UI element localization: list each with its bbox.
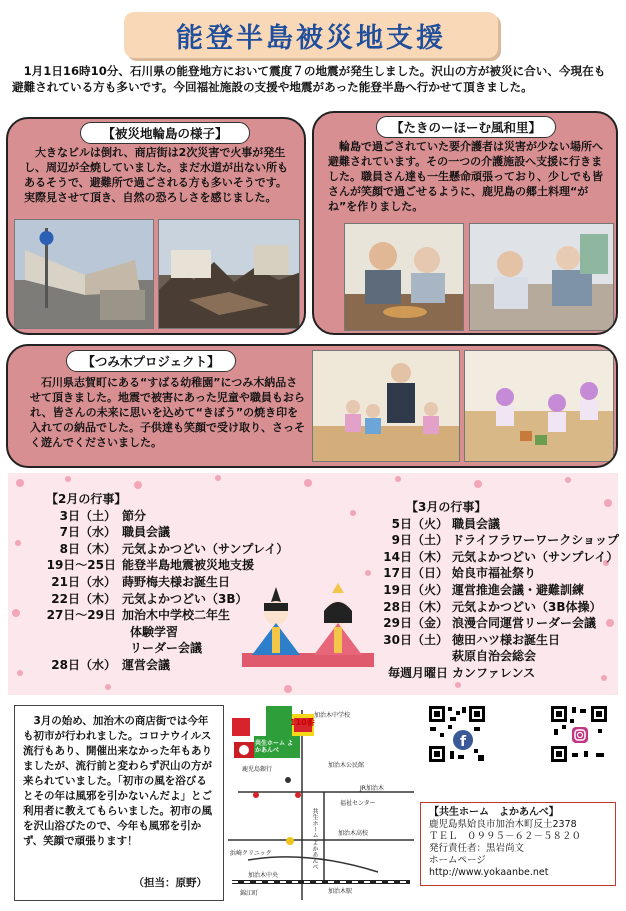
list-item: 22日（木） 元気よかつどい（3B） xyxy=(51,591,248,606)
contact-box xyxy=(420,802,616,886)
map-label: 加治木高校 xyxy=(338,830,369,837)
hina-dolls-illustration xyxy=(242,583,374,673)
list-item: 28日（木） 元気よかつどい（3B体操） xyxy=(383,599,602,614)
list-item: 14日（木） 元気よかつどい（サンプレイ） xyxy=(383,549,619,564)
list-item: 毎週月曜日 カンファレンス xyxy=(387,665,536,680)
title-banner xyxy=(124,12,498,58)
map-label: 加治木中学校 xyxy=(314,712,351,719)
photo-cooking-gane xyxy=(344,223,464,331)
list-item: 30日（土） 徳田ハツ様お誕生日 xyxy=(383,632,561,647)
map-label: 浜崎クリニック xyxy=(230,850,272,857)
list-item: 19日（火） 運営推進会議・避難訓練 xyxy=(383,582,585,597)
map-label: 加治木公民館 xyxy=(328,762,365,769)
panel-wajima-text: 大きなビルは倒れ、商店街は2次災害で火事が発生し、周辺が全焼していました。まだ水道が出ない所もあるそうで、避難所で過ごされる方も多いそうです。実際見させて頂き、自然の恐ろしさを感じました。 xyxy=(24,146,288,204)
hatsuichi-text: 3月の始め、加治木の商店街では今年も初市が行われました。コロナウイルス流行もあり、開催出来なかった年もありましたが、流行前と変わらず沢山の方が来られていました。「初市の風を浴びるとその年は風邪を引かないんだよ」とご利用者に教えてもらいました。初市の風を沢山浴びたので、今年も風邪を引かず、笑顔で頑張ります！ xyxy=(23,715,212,847)
february-heading: 【2月の行事】 xyxy=(46,492,127,506)
homepage-link[interactable]: http://www.yokaanbe.net xyxy=(429,867,549,878)
map-label: 鹿児島銀行 xyxy=(242,766,273,773)
list-item: 8日（木） 元気よかつどい（サンプレイ） xyxy=(59,541,289,556)
map-sign-label: 共生ホーム よかあんべ xyxy=(255,740,294,754)
map-label: 加治木駅 xyxy=(328,888,353,895)
panel-takino-text: 輪島で過ごされていた要介護者は災害が少ない場所へ避難されています。その一つの介護施設へ支援に行きました。職員さん達も一生懸命頑張っており、少しでも皆さんが笑顔で過ごせるように、鹿児島の郷土料理“がね”を作りました。 xyxy=(328,140,603,213)
map-label: 福祉センター xyxy=(340,800,376,807)
qr-code-instagram[interactable] xyxy=(550,705,608,763)
intro-paragraph: 1月1日16時10分、石川県の能登地方において震度７の地震が発生しました。沢山の方が被災に合い、今現在も避難されている方も多いです。今回福祉施設の支援や地震があった能登半島へ行かせて頂きました。 xyxy=(12,64,606,94)
photo-children-playing xyxy=(464,350,614,462)
list-item: 29日（金） 浪漫合同運営リーダー会議 xyxy=(383,616,597,631)
map-label: JR加治木 xyxy=(360,785,384,792)
panel-takino-heading: 【たきのーほーむ風和里】 xyxy=(376,116,556,138)
list-item: 28日（水） 運営会議 xyxy=(51,657,171,672)
hatsuichi-note xyxy=(14,705,224,901)
map-sign-top: 110番 xyxy=(290,718,315,727)
publisher: 発行責任者：黒岩尚文 xyxy=(429,843,525,854)
qr-code-facebook[interactable] xyxy=(428,705,486,763)
map-label: 共生ホーム よかあんべ xyxy=(311,808,318,870)
list-item: 19日～25日 能登半島地震被災地支援 xyxy=(46,558,255,573)
list-item: 27日～29日 加治木中学校二年生 xyxy=(46,608,231,623)
list-item: 21日（水） 蒔野梅夫様お誕生日 xyxy=(51,574,231,589)
svg-text:f: f xyxy=(460,734,467,750)
panel-tsumiki-text: 石川県志賀町にある“すばる幼稚園”につみ木納品させて頂きました。地震で被害にあった児童や職員もおられ、皆さんの未来に思いを込めて“きぼう”の焼き印を入れての納品でした。子供達も笑顔で受け取り、さっそく遊んでくださいました。 xyxy=(30,376,305,449)
march-schedule xyxy=(376,499,619,682)
list-item: 3日（土） 節分 xyxy=(59,508,147,523)
note-author: （担当：原野） xyxy=(133,877,207,889)
list-item: 体験学習 xyxy=(130,624,179,639)
photo-kindergarten-delivery xyxy=(312,350,460,462)
panel-wajima-heading: 【被災地輪島の様子】 xyxy=(80,122,250,144)
list-item: リーダー会議 xyxy=(130,641,203,656)
access-map xyxy=(228,700,414,902)
facility-tel: ＴＥＬ ０９９５－６２－５８２０ xyxy=(429,831,582,842)
list-item: 萩原自治会総会 xyxy=(452,649,537,664)
list-item: 7日（水） 職員会議 xyxy=(59,525,171,540)
map-label: 加治木中央 xyxy=(248,872,279,879)
photo-burnt-street xyxy=(158,219,300,329)
homepage-label: ホームページ xyxy=(429,855,486,866)
schedule-section xyxy=(8,473,618,695)
facility-name: 【共生ホーム よかあんべ】 xyxy=(429,807,559,818)
photo-care-residents xyxy=(469,223,614,331)
photo-collapsed-building xyxy=(14,219,154,329)
list-item: 5日（火） 職員会議 xyxy=(391,516,501,531)
map-label: 錦江町 xyxy=(240,890,259,897)
list-item: 17日（日） 姶良市福祉祭り xyxy=(383,566,537,581)
list-item: 9日（土） ドライフラワーワークショップ xyxy=(391,533,620,548)
panel-wajima xyxy=(6,117,306,335)
panel-tsumiki-project xyxy=(6,344,618,468)
facility-address: 鹿児島県姶良市加治木町反土2378 xyxy=(429,819,577,830)
march-heading: 【3月の行事】 xyxy=(406,500,487,514)
page-title: 能登半島被災地支援 xyxy=(176,22,446,54)
panel-tsumiki-heading: 【つみ木プロジェクト】 xyxy=(66,350,236,372)
panel-takino-home xyxy=(312,111,618,335)
